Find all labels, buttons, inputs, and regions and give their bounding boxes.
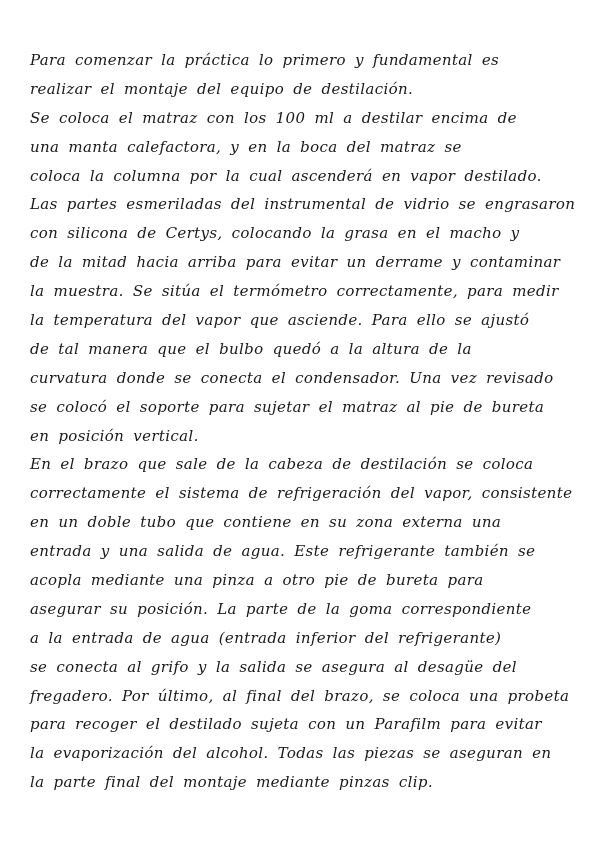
text-line: la muestra. Se sitúa el termómetro correctamente, para medir <box>30 282 559 301</box>
text-line: acopla mediante una pinza a otro pie de bureta para <box>30 571 484 590</box>
text-line: coloca la columna por la cual ascenderá en vapor destilado. <box>30 166 542 185</box>
text-line: se colocó el soporte para sujetar el matraz al pie de bureta <box>30 397 545 416</box>
text-line: fregadero. Por último, al final del brazo, se coloca una probeta <box>30 686 570 705</box>
text-line: para recoger el destilado sujeta con un Parafilm para evitar <box>30 715 542 734</box>
text-line: en posición vertical. <box>30 426 199 445</box>
text-line: Se coloca el matraz con los 100 ml a destilar encima de <box>30 108 517 127</box>
text-line: En el brazo que sale de la cabeza de destilación se coloca <box>30 455 534 474</box>
text-line: de tal manera que el bulbo quedó a la altura de la <box>30 339 472 358</box>
text-line: de la mitad hacia arriba para evitar un derrame y contaminar <box>30 253 561 272</box>
text-line: Las partes esmeriladas del instrumental de vidrio se engrasaron <box>30 195 576 214</box>
text-line: la evaporización del alcohol. Todas las piezas se aseguran en <box>30 744 552 763</box>
text-line: Para comenzar la práctica lo primero y fundamental es <box>30 51 500 69</box>
text-line: realizar el montaje del equipo de destilación. <box>30 79 414 98</box>
text-line: la temperatura del vapor que asciende. Para ello se ajustó <box>30 311 530 330</box>
handwritten-text-block <box>30 50 575 801</box>
text-line: una manta calefactora, y en la boca del matraz se <box>30 137 462 156</box>
text-line: correctamente el sistema de refrigeración del vapor, consistente <box>30 484 573 503</box>
text-line: la parte final del montaje mediante pinzas clip. <box>30 773 433 792</box>
text-line: curvatura donde se conecta el condensador. Una vez revisado <box>30 368 554 387</box>
text-line: a la entrada de agua (entrada inferior del refrigerante) <box>30 628 502 647</box>
text-line: se conecta al grifo y la salida se asegura al desagüe del <box>30 657 517 676</box>
text-line: entrada y una salida de agua. Este refrigerante también se <box>30 542 536 561</box>
text-line: con silicona de Certys, colocando la grasa en el macho y <box>30 224 520 243</box>
text-line: en un doble tubo que contiene en su zona externa una <box>30 513 502 532</box>
text-line: asegurar su posición. La parte de la goma correspondiente <box>30 599 532 618</box>
